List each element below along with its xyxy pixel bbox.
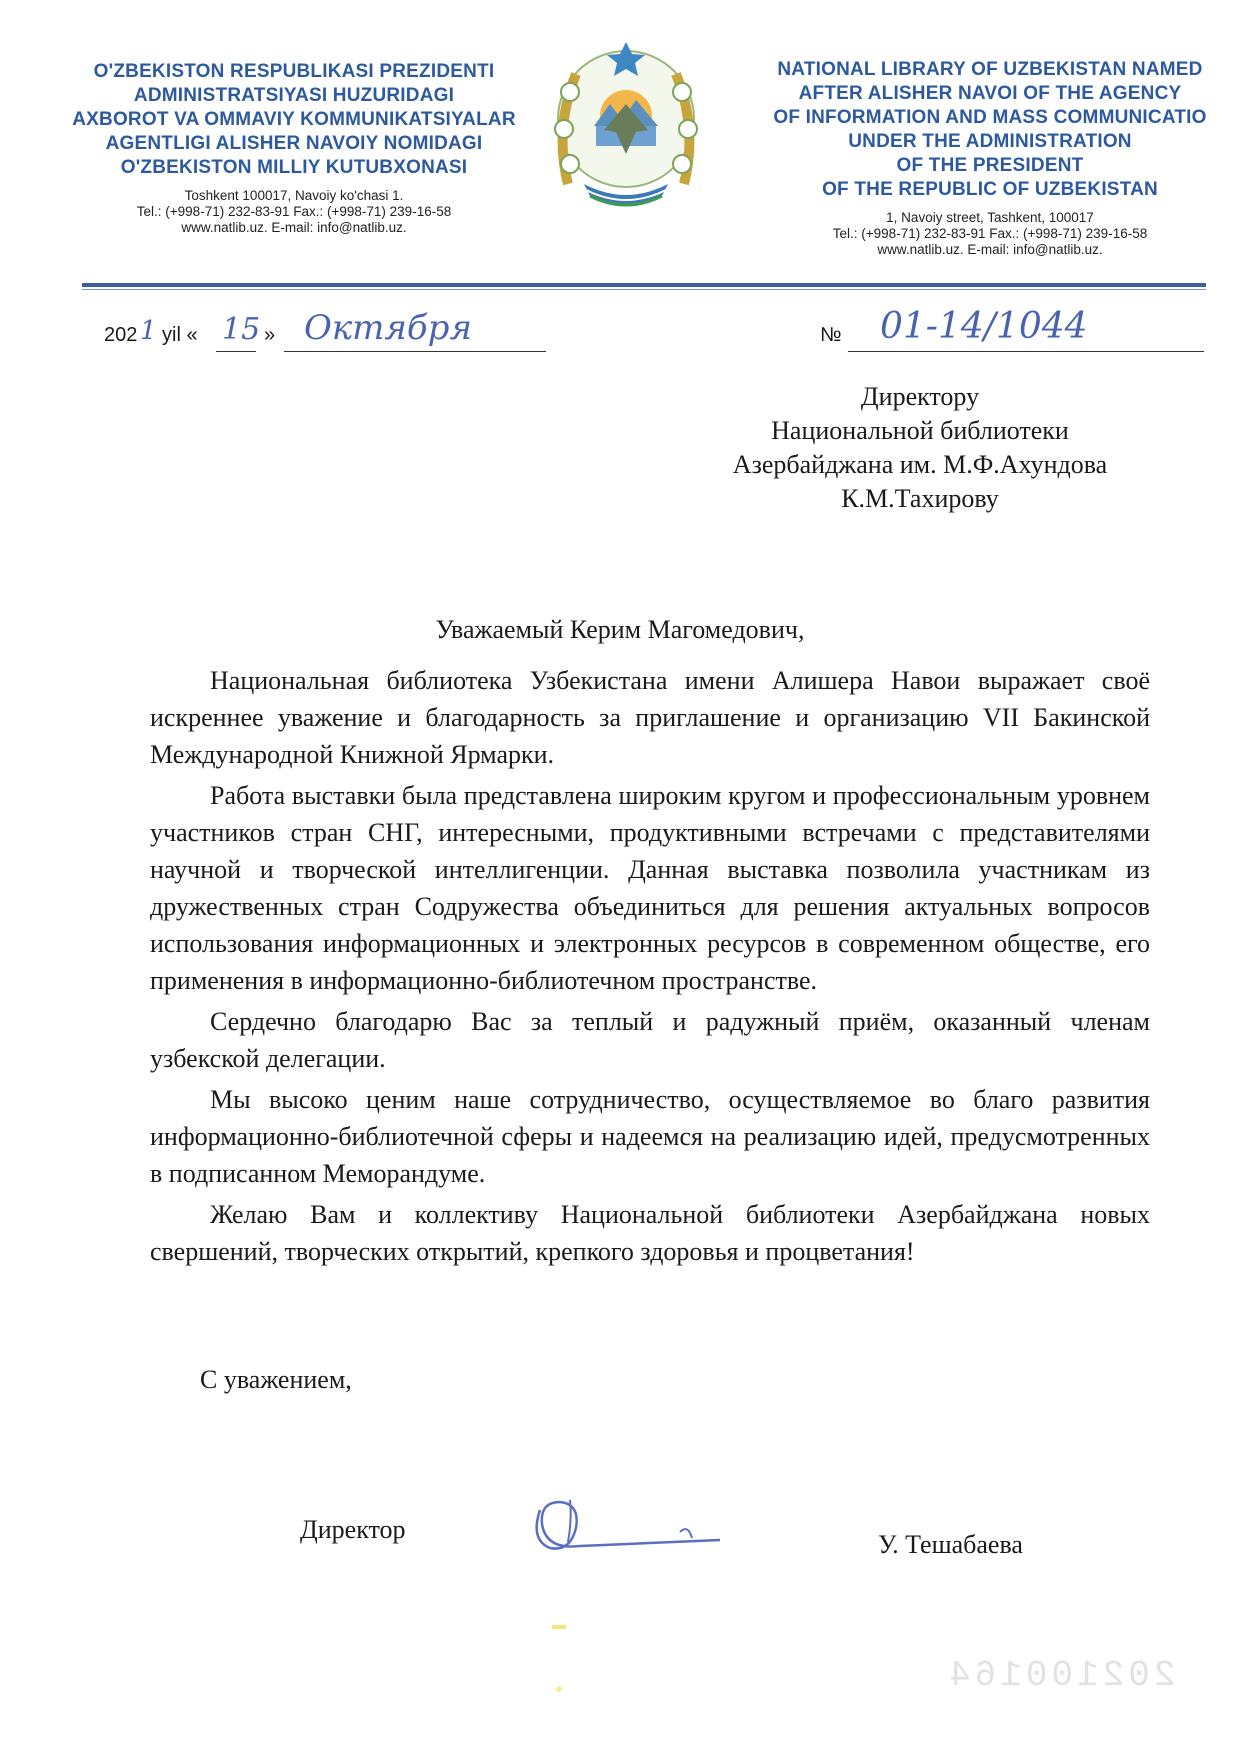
addressee-line: Азербайджана им. М.Ф.Ахундова bbox=[732, 450, 1108, 479]
closing: С уважением, bbox=[200, 1365, 352, 1394]
date-underline bbox=[284, 351, 546, 352]
body-paragraph: Желаю Вам и коллективу Национальной библиотеки Азербайджана новых свершений, творческих открытий, крепкого здоровья и процветания! bbox=[150, 1200, 1150, 1266]
day-handwritten: 15 bbox=[222, 312, 261, 347]
date-line bbox=[104, 308, 554, 358]
close-quote: » bbox=[264, 324, 276, 346]
org-line: OF INFORMATION AND MASS COMMUNICATIO bbox=[773, 107, 1207, 128]
highlight-mark bbox=[552, 1625, 566, 1629]
org-line: AGENTLIGI ALISHER NAVOIY NOMIDAGI bbox=[105, 133, 483, 154]
org-line: ADMINISTRATSIYASI HUZURIDAGI bbox=[133, 85, 455, 106]
registration-stamp: 202100164 bbox=[945, 1655, 1176, 1696]
header-divider bbox=[82, 283, 1206, 287]
web-email-line: www.natlib.uz. E-mail: info@natlib.uz. bbox=[877, 242, 1103, 257]
yil-label: yil « bbox=[162, 324, 198, 346]
contact-line: Tel.: (+998-71) 232-83-91 Fax.: (+998-71) 239-16-58 bbox=[832, 226, 1148, 241]
address-english bbox=[740, 210, 1240, 258]
year-handwritten: 1 bbox=[140, 316, 157, 346]
month-handwritten: Октября bbox=[304, 308, 472, 348]
body-paragraph: Сердечно благодарю Вас за теплый и радужный приём, оказанный членам узбекской делегации. bbox=[150, 1007, 1150, 1073]
salutation: Уважаемый Керим Магомедович, bbox=[435, 615, 805, 644]
org-line: UNDER THE ADMINISTRATION bbox=[848, 131, 1132, 152]
org-line: O'ZBEKISTON MILLIY KUTUBXONASI bbox=[120, 157, 468, 178]
address-line: Toshkent 100017, Navoiy ko'chasi 1. bbox=[184, 188, 404, 203]
org-line: NATIONAL LIBRARY OF UZBEKISTAN NAMED bbox=[777, 59, 1203, 80]
addressee-line: Директору bbox=[860, 382, 980, 411]
address-uzbek bbox=[44, 188, 544, 236]
org-line: AXBOROT VA OMMAVIY KOMMUNIKATSIYALAR bbox=[72, 109, 516, 130]
org-line: OF THE PRESIDENT bbox=[896, 155, 1084, 176]
address-line: 1, Navoiy street, Tashkent, 100017 bbox=[886, 210, 1094, 225]
addressee-line: К.М.Тахирову bbox=[841, 484, 999, 513]
org-line: OF THE REPUBLIC OF UZBEKISTAN bbox=[822, 179, 1158, 200]
body-paragraph: Национальная библиотека Узбекистана имени Алишера Навои выражает своё искреннее уважение и благодарность за приглашение и организацию VII Бакинской Международной Книжной Ярмарки. bbox=[150, 666, 1150, 769]
signatory-name: У. Тешабаева bbox=[878, 1530, 1023, 1559]
signatory-title: Директор bbox=[300, 1515, 406, 1544]
addressee-block bbox=[600, 380, 1240, 516]
number-handwritten: 01-14/1044 bbox=[880, 306, 1088, 347]
body-paragraph: Работа выставки была представлена широким кругом и профессиональным уровнем участников стран СНГ, интересными, продуктивными встречами с представителями научной и творческой интеллигенции. Данная выставка позволила участникам из дружественных стран Содружества объединиться для решения актуальных вопросов использования информационных и электронных ресурсов в современном обществе, его применения в информационно-библиотечном пространстве. bbox=[150, 781, 1150, 995]
letter-body bbox=[150, 662, 1150, 1274]
addressee-line: Национальной библиотеки bbox=[771, 416, 1069, 445]
number-label: № bbox=[820, 324, 842, 346]
org-name-uzbek bbox=[44, 60, 544, 180]
org-line: AFTER ALISHER NAVOI OF THE AGENCY bbox=[798, 83, 1182, 104]
contact-line: Tel.: (+998-71) 232-83-91 Fax.: (+998-71) 239-16-58 bbox=[136, 204, 452, 219]
header-divider-thin bbox=[82, 289, 1206, 290]
body-paragraph: Мы высоко ценим наше сотрудничество, осуществляемое во благо развития информационно-библиотечной сферы и надеемся на реализацию идей, предусмотренных в подписанном Меморандуме. bbox=[150, 1085, 1150, 1188]
org-line: O'ZBEKISTON RESPUBLIKASI PREZIDENTI bbox=[93, 61, 495, 82]
header-left-block bbox=[44, 60, 544, 236]
day-underline bbox=[216, 351, 256, 352]
web-email-line: www.natlib.uz. E-mail: info@natlib.uz. bbox=[181, 220, 407, 235]
state-emblem-icon bbox=[546, 34, 706, 224]
highlight-mark bbox=[556, 1686, 562, 1692]
number-underline bbox=[848, 351, 1204, 352]
reference-number bbox=[820, 306, 1210, 358]
handwritten-signature bbox=[510, 1480, 730, 1570]
header-right-block bbox=[740, 58, 1240, 258]
year-prefix: 202 bbox=[104, 324, 138, 346]
org-name-english bbox=[740, 58, 1240, 202]
